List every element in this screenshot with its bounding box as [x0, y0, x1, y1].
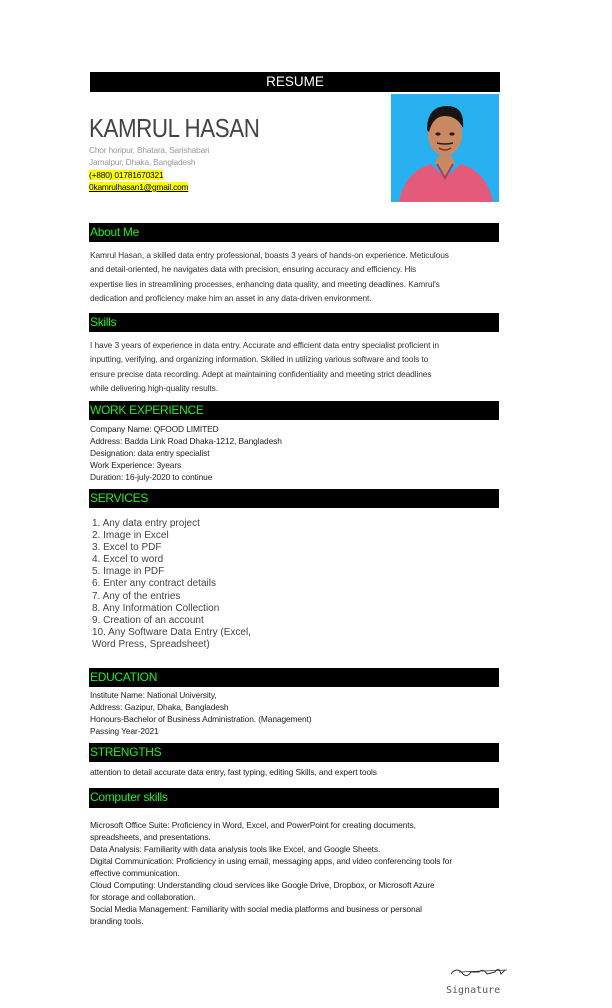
education-line: Passing Year-2021: [90, 726, 159, 736]
computer-line: Digital Communication: Proficiency in using email, messaging apps, and video conferencing tools for: [90, 856, 453, 866]
list-item: 7. Any of the entries: [92, 590, 181, 602]
work-line: Company Name: QFOOD LIMITED: [90, 424, 219, 434]
work-line: Work Experience: 3years: [90, 460, 182, 470]
computer-line: branding tools.: [90, 916, 144, 926]
education-line: Institute Name: National University,: [90, 690, 217, 700]
about-line: Kamrul Hasan, a skilled data entry professional, boasts 3 years of hands-on experience. Meticulous: [90, 250, 449, 260]
education-line: Honours-Bachelor of Business Administration. (Management): [90, 714, 312, 724]
strengths-text: attention to detail accurate data entry, fast typing, editing Skills, and expert tools: [90, 767, 377, 777]
strengths-heading-bar: [89, 743, 499, 762]
email-link[interactable]: 0kamrulhasan1@gmail.com: [89, 182, 189, 192]
work-details: [90, 423, 282, 483]
resume-title-bar: [90, 72, 500, 92]
computer-line: Data Analysis: Familiarity with data analysis tools like Excel, and Google Sheets.: [90, 844, 381, 854]
computer-line: Social Media Management: Familiarity with social media platforms and business or personal: [90, 904, 422, 914]
computer-heading-bar: [89, 788, 499, 808]
about-heading-bar: [89, 223, 499, 242]
list-item: 4. Excel to word: [92, 554, 164, 566]
computer-line: spreadsheets, and presentations.: [90, 832, 211, 842]
skills-heading-bar: [89, 313, 499, 332]
list-item: 6. Enter any contract details: [92, 578, 216, 590]
work-heading: WORK EXPERIENCE: [90, 403, 204, 417]
list-item: 10. Any Software Data Entry (Excel,: [92, 626, 251, 638]
work-heading-bar: [89, 401, 499, 420]
list-item: 8. Any Information Collection: [92, 602, 220, 614]
skills-heading: Skills: [90, 315, 117, 329]
computer-line: Microsoft Office Suite: Proficiency in Word, Excel, and PowerPoint for creating documents,: [90, 820, 416, 830]
skills-line: I have 3 years of experience in data entry. Accurate and efficient data entry specialist proficient in: [90, 340, 439, 350]
about-line: and detail-oriented, he navigates data with precision, ensuring accuracy and efficiency. His: [90, 264, 417, 275]
skills-line: while delivering high-quality results.: [90, 383, 218, 394]
candidate-name: KAMRUL HASAN: [89, 113, 260, 143]
work-line: Designation: data entry specialist: [90, 448, 210, 458]
list-item: Word Press, Spreadsheet): [92, 638, 210, 649]
list-item: 9. Creation of an account: [92, 614, 204, 626]
about-heading: About Me: [90, 225, 139, 239]
address-line-2: Jamalpur, Dhaka, Bangladesh: [89, 157, 196, 167]
about-text: [90, 248, 490, 306]
work-line: Address: Badda Link Road Dhaka-1212, Bangladesh: [90, 436, 282, 446]
portrait-image: [391, 94, 499, 202]
computer-line: Cloud Computing: Understanding cloud services like Google Drive, Dropbox, or Microsoft Azure: [90, 880, 435, 890]
resume-title: RESUME: [266, 74, 324, 89]
computer-line: for storage and collaboration.: [90, 892, 196, 902]
list-item: 3. Excel to PDF: [92, 542, 162, 554]
skills-line: inputting, verifying, and organizing information. Skilled in utilizing various software and tools to: [90, 354, 429, 365]
address-line-1: Chor horipur, Bhatara, Sarishabari: [89, 145, 210, 155]
computer-skills-details: [90, 819, 452, 927]
services-heading-bar: [89, 489, 499, 508]
list-item: 2. Image in Excel: [92, 530, 169, 542]
education-heading-bar: [89, 668, 499, 687]
list-item: 1. Any data entry project: [92, 518, 200, 529]
list-item: 5. Image in PDF: [92, 566, 165, 578]
computer-heading: Computer skills: [90, 790, 168, 804]
about-line: expertise lies in streamlining processes, enhancing data quality, and meeting deadlines. Kamrul's: [90, 278, 440, 289]
education-heading: EDUCATION: [90, 670, 158, 684]
signature-label: Signature: [446, 985, 501, 996]
education-details: [90, 689, 311, 737]
handwritten-signature: [449, 962, 509, 982]
strengths-heading: STRENGTHS: [90, 745, 162, 759]
profile-photo: [391, 94, 499, 202]
work-line: Duration: 16-july-2020 to continue: [90, 472, 213, 482]
about-line: dedication and proficiency make him an asset in any data-driven environment.: [90, 293, 372, 304]
computer-line: effective communication.: [90, 868, 180, 878]
services-list: [92, 518, 251, 649]
education-line: Address: Gazipur, Dhaka, Bangladesh: [90, 702, 229, 712]
skills-line: ensure precise data recording. Adept at maintaining confidentiality and meeting strict deadlines: [90, 368, 432, 379]
skills-text: [90, 338, 490, 396]
services-heading: SERVICES: [90, 491, 149, 505]
phone-number: (+880) 01781670321: [89, 170, 164, 180]
